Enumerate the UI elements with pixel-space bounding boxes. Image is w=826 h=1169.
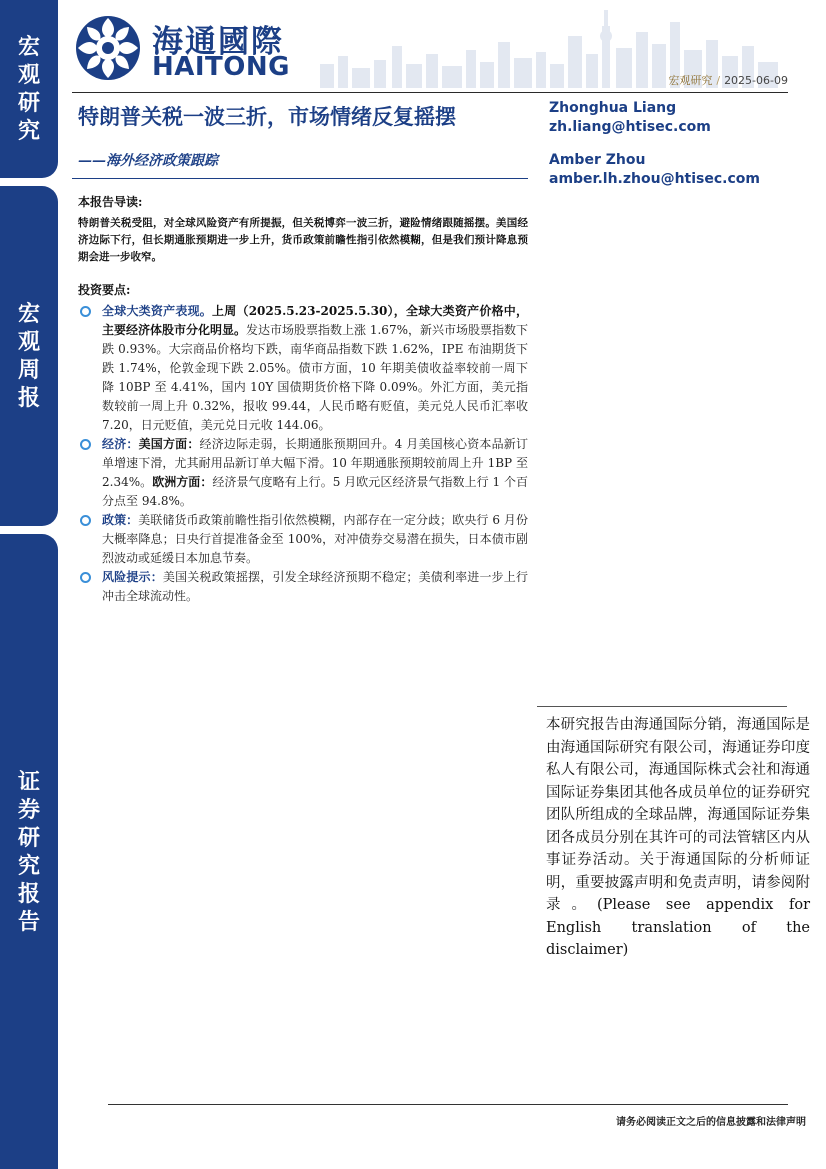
point-lead: 全球大类资产表现。 — [102, 304, 213, 318]
investment-points-list — [78, 302, 528, 606]
sidebar-section-label: 宏观周报 — [17, 301, 40, 411]
list-item — [78, 302, 528, 435]
point-lead: 风险提示： — [102, 570, 163, 584]
point-text: 美国关税政策摇摆，引发全球经济预期不稳定；美债利率进一步上行冲击全球流动性。 — [102, 570, 528, 603]
list-item — [78, 435, 528, 511]
disclaimer-text: 本研究报告由海通国际分销，海通国际是由海通国际研究有限公司，海通证券印度私人有限公司，海通国际株式会社和海通国际证券集团其他各成员单位的证券研究团队所组成的全球品牌，海通国际证券集团各成员分别在其许可的司法管辖区内从事证券活动。关于海通国际的分析师证明，重要披露声明和免责声明，请参阅附录。(Please see appendix for English translation of the disclaimer) — [546, 717, 810, 958]
analyst-email[interactable]: zh.liang@htisec.com — [549, 119, 711, 135]
report-meta — [668, 72, 788, 88]
bullet-circle-icon — [80, 572, 91, 583]
sidebar-section-label: 宏观研究 — [17, 34, 40, 144]
guide-heading: 本报告导读: — [78, 195, 143, 209]
point-bold: 上周（2025.5.23-2025.5.30），全球大类资产价格中，主要经济体股市分化明显。 — [102, 304, 528, 337]
point-text: 经济边际走弱，长期通胀预期回升。4 月美国核心资本品新订单增速下滑，尤其耐用品新订单大幅下滑。10 年期通胀预期较前周上升 1BP 至 2.34%。 — [102, 437, 528, 489]
analyst-card — [549, 151, 760, 189]
disclaimer-divider — [537, 706, 787, 707]
analyst-name: Zhonghua Liang — [549, 100, 677, 116]
meta-separator: / — [716, 74, 721, 87]
brand-name-en: HAITONG — [152, 52, 290, 82]
report-category: 宏观研究 — [668, 74, 713, 87]
footer-note: 请务必阅读正文之后的信息披露和法律声明 — [616, 1117, 806, 1128]
point-bold-secondary: 欧洲方面： — [152, 475, 213, 489]
sidebar-section-label: 证券研究报告 — [17, 768, 40, 935]
brand-name-cn: 海通國際 — [152, 24, 284, 60]
analyst-email[interactable]: amber.lh.zhou@htisec.com — [549, 171, 760, 187]
point-lead: 政策： — [102, 513, 139, 527]
header-divider — [72, 92, 788, 93]
point-bold: 美国方面： — [138, 437, 200, 451]
sidebar-section-macro-research — [0, 0, 58, 178]
analyst-card — [549, 99, 711, 137]
left-sidebar — [0, 0, 58, 1169]
title-divider — [72, 178, 528, 179]
report-subtitle: ——海外经济政策跟踪 — [78, 153, 218, 169]
points-heading: 投资要点: — [78, 283, 131, 297]
point-text: 美联储货币政策前瞻性指引依然模糊，内部存在一定分歧；欧央行 6 月份大概率降息；日央行首提准备金至 100%，对冲债券交易潜在损失，日本债市剧烈波动或延缓日本加息节奏。 — [102, 513, 528, 565]
sidebar-section-securities-report — [0, 534, 58, 1169]
bullet-circle-icon — [80, 515, 91, 526]
point-text-secondary: 经济景气度略有上行。5 月欧元区经济景气指数上行 1 个百分点至 94.8%。 — [102, 475, 529, 508]
haitong-logo-icon — [74, 14, 142, 82]
bullet-circle-icon — [80, 306, 91, 317]
guide-text: 特朗普关税受阻，对全球风险资产有所提振，但关税博弈一波三折，避险情绪跟随摇摆。美国经济边际下行，但长期通胀预期进一步上升，货币政策前瞻性指引依然模糊，但是我们预计降息预期会进一步收窄。 — [78, 217, 528, 263]
analyst-name: Amber Zhou — [549, 152, 646, 168]
point-lead: 经济： — [102, 437, 139, 451]
report-title: 特朗普关税一波三折，市场情绪反复摇摆 — [78, 104, 456, 129]
point-text: 发达市场股票指数上涨 1.67%，新兴市场股票指数下跌 0.93%。大宗商品价格均下跌，南华商品指数下跌 1.62%，IPE 布油期货下跌 1.74%，伦敦金现下跌 2.05%。债市方面，10 年期美债收益率较前一周下降 10BP 至 4.41%，国内 10Y 国债期货价格下降 0.09%。外汇方面，美元指数较前一周上升 0.32%，报收 99.44，人民币略有贬值，美元兑人民币汇率收 7.20，日元贬值，美元兑日元收 144.06。 — [102, 323, 528, 432]
list-item — [78, 511, 528, 568]
bullet-circle-icon — [80, 439, 91, 450]
list-item — [78, 568, 528, 606]
report-date: 2025-06-09 — [724, 74, 788, 87]
footer-divider — [108, 1104, 788, 1105]
sidebar-section-macro-weekly — [0, 186, 58, 526]
